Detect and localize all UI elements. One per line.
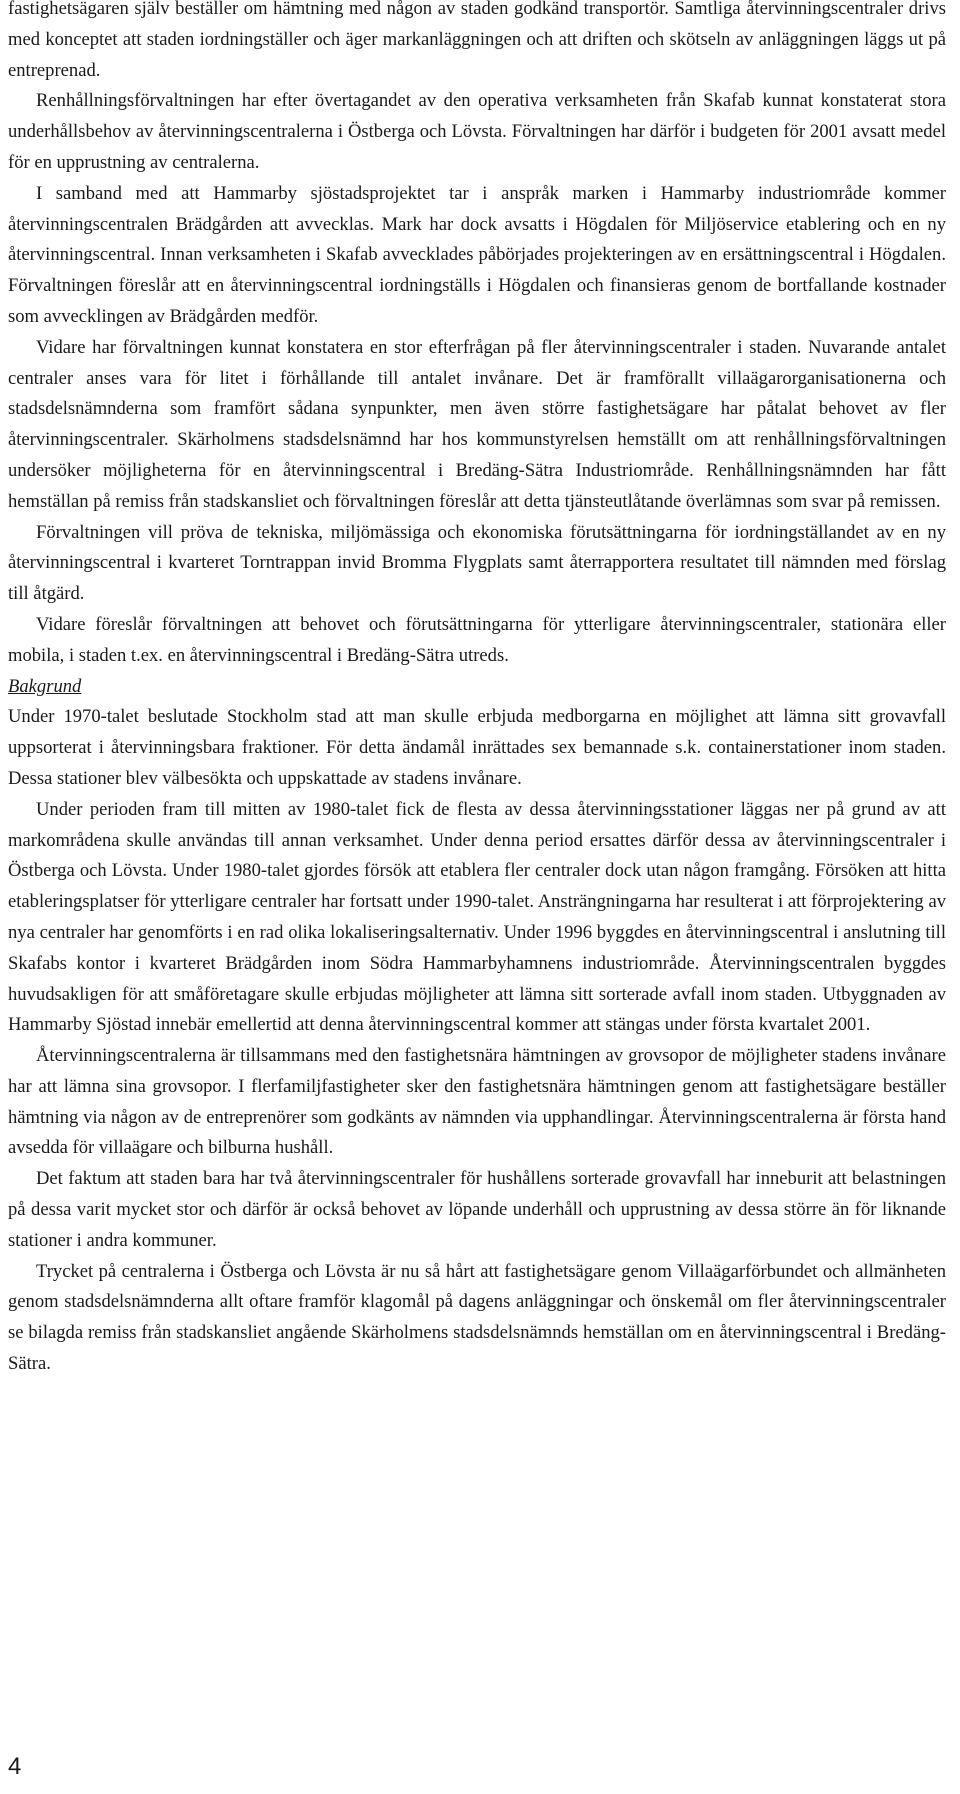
paragraph: Förvaltningen vill pröva de tekniska, miljömässiga och ekonomiska förutsättningarna för iordningställandet av en ny återvinningscentral i kvarteret Torntrappan invid Bromma Flygplats samt återrapportera resultatet till nämnden med förslag till åtgärd. [8,521,946,605]
paragraph: Det faktum att staden bara har två återvinningscentraler för hushållens sorterade grovavfall har inneburit att belastningen på dessa varit mycket stor och därför är också behovet av löpande underhåll och upprustning av dessa större än för liknande stationer i andra kommuner. [8,1168,946,1251]
paragraph: Återvinningscentralerna är tillsammans med den fastighetsnära hämtningen av grovsopor de möjligheter stadens invånare har att lämna sina grovsopor. I flerfamiljfastigheter sker den fastighetsnära hämtningen genom att fastighetsägare beställer hämtning via någon av de entreprenörer som godkänts av nämnden via upphandlingar. Återvinningscentralerna är första hand avsedda för villaägare och bilburna hushåll. [8,1045,946,1159]
page-number: 4 [8,1753,22,1780]
section-heading: Bakgrund [8,675,82,697]
paragraph: Under perioden fram till mitten av 1980-talet fick de flesta av dessa återvinningsstationer läggas ner på grund av att markområdena skulle användas till annan verksamhet. Under denna period ersattes därför dessa av återvinningscentraler i Östberga och Lövsta. Under 1980-talet gjordes försök att etablera fler centraler dock utan någon framgång. Försöken att hitta etableringsplatser för ytterligare centraler har fortsatt under 1990-talet. Ansträngningarna har resulterat i att förprojektering av nya centraler har genomförts i en rad olika lokaliseringsalternativ. Under 1996 byggdes en återvinningscentral i anslutning till Skafabs kontor i kvarteret Brädgården inom Södra Hammarbyhamnens industriområde. Återvinningscentralen byggdes huvudsakligen för att småföretagare skulle erbjudas möjligheter att lämna sitt sorterade avfall inom staden. Utbyggnaden av Hammarby Sjöstad innebär emellertid att denna återvinningscentral kommer att stängas under första kvartalet 2001. [8,798,946,1036]
document-body [8,0,946,1380]
paragraph: Vidare föreslår förvaltningen att behovet och förutsättningarna för ytterligare återvinningscentraler, stationära eller mobila, i staden t.ex. en återvinningscentral i Bredäng-Sätra utreds. [8,613,946,666]
paragraph: Vidare har förvaltningen kunnat konstatera en stor efterfrågan på fler återvinningscentraler i staden. Nuvarande antalet centraler anses vara för litet i förhållande till antalet invånare. Det är framförallt villaägarorganisationerna och stadsdelsnämnderna som framfört sådana synpunkter, men även större fastighetsägare har påtalat behovet av fler återvinningscentraler. Skärholmens stadsdelsnämnd har hos kommunstyrelsen hemställt om att renhållningsförvaltningen undersöker möjligheterna för en återvinningscentral i Bredäng-Sätra Industriområde. Renhållningsnämnden har fått hemställan på remiss från stadskansliet och förvaltningen föreslår att detta tjänsteutlåtande överlämnas som svar på remissen. [8,336,946,512]
paragraph: Under 1970-talet beslutade Stockholm stad att man skulle erbjuda medborgarna en möjlighet att lämna sitt grovavfall uppsorterat i återvinningsbara fraktioner. För detta ändamål inrättades sex bemannade s.k. containerstationer inom staden. Dessa stationer blev välbesökta och uppskattade av stadens invånare. [8,706,946,789]
paragraph: fastighetsägaren själv beställer om hämtning med någon av staden godkänd transportör. Samtliga återvinningscentraler drivs med konceptet att staden iordningställer och äger markanläggningen och att driften och skötseln av anläggningen läggs ut på entreprenad. [8,0,946,81]
paragraph: Renhållningsförvaltningen har efter övertagandet av den operativa verksamheten från Skafab kunnat konstaterat stora underhållsbehov av återvinningscentralerna i Östberga och Lövsta. Förvaltningen har därför i budgeten för 2001 avsatt medel för en upprustning av centralerna. [8,90,946,173]
paragraph: I samband med att Hammarby sjöstadsprojektet tar i anspråk marken i Hammarby industriområde kommer återvinningscentralen Brädgården att avvecklas. Mark har dock avsatts i Högdalen för Miljöservice etablering och en ny återvinningscentral. Innan verksamheten i Skafab avvecklades påbörjades projekteringen av en ersättningscentral i Högdalen. Förvaltningen föreslår att en återvinningscentral iordningställs i Högdalen och finansieras genom de bortfallande kostnader som avvecklingen av Brädgården medför. [8,182,946,327]
paragraph: Trycket på centralerna i Östberga och Lövsta är nu så hårt att fastighetsägare genom Villaägarförbundet och allmänheten genom stadsdelsnämnderna allt oftare framför klagomål på dagens anläggningar och önskemål om fler återvinningscentraler se bilagda remiss från stadskansliet angående Skärholmens stadsdelsnämnds hemställan om en återvinningscentral i Bredäng-Sätra. [8,1260,946,1375]
